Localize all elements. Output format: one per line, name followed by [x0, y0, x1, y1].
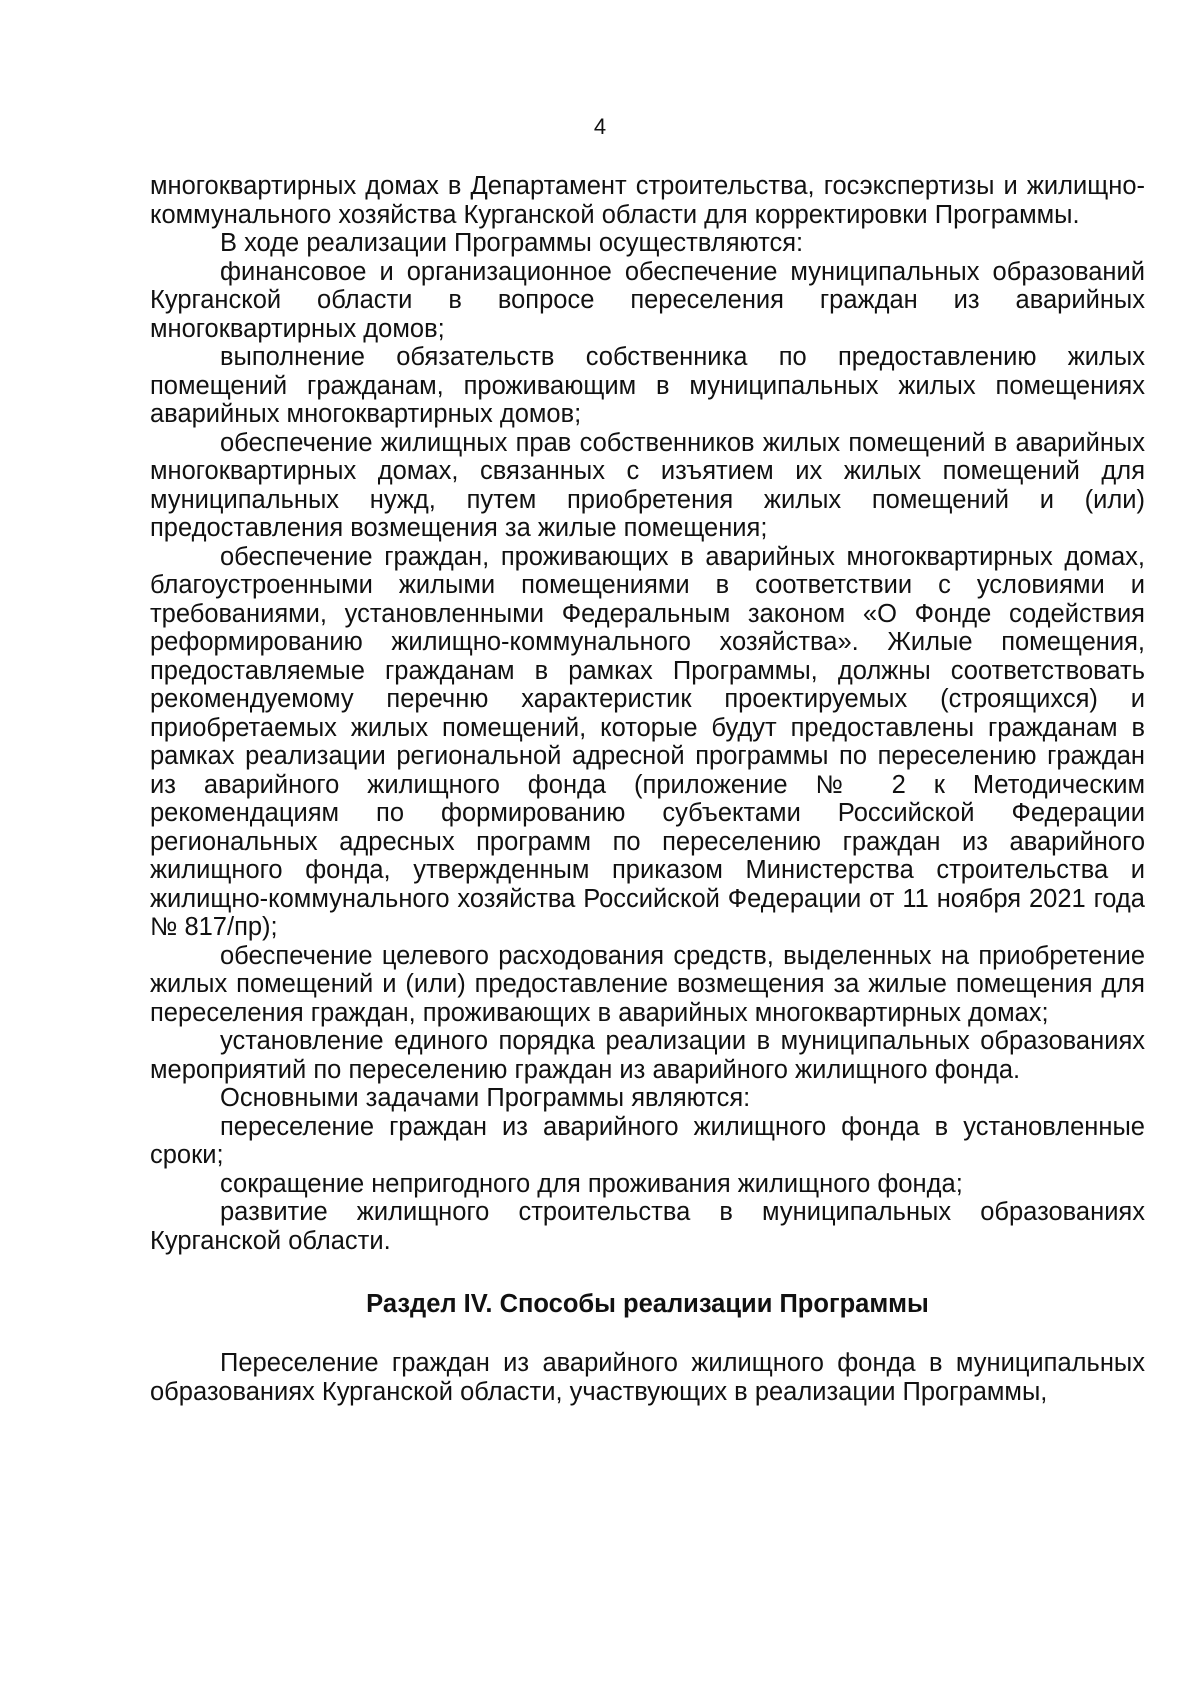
section-heading: Раздел IV. Способы реализации Программы	[366, 1290, 929, 1318]
body-paragraph: В ходе реализации Программы осуществляются:	[220, 229, 804, 257]
body-paragraph: Основными задачами Программы являются:	[220, 1084, 751, 1112]
body-paragraph: Переселение граждан из аварийного жилищного фонда в муниципальных образованиях Курганской области, участвующих в реализации Программы,	[150, 1349, 1145, 1406]
body-paragraph: обеспечение граждан, проживающих в аварийных многоквартирных домах, благоустроенными жилыми помещениями в соответствии с условиями и требованиями, установленными Федеральным законом «О Фонде содействия реформированию жилищно-коммунального хозяйства». Жилые помещения, предоставляемые гражданам в рамках Программы, должны соответствовать рекомендуемому перечню характеристик проектируемых (строящихся) и приобретаемых жилых помещений, которые будут предоставлены гражданам в рамках реализации региональной адресной программы по переселению граждан из аварийного жилищного фонда (приложение № 2 к Методическим рекомендациям по формированию субъектами Российской Федерации региональных адресных программ по переселению граждан из аварийного жилищного фонда, утвержденным приказом Министерства строительства и жилищно-коммунального хозяйства Российской Федерации от 11 ноября 2021 года № 817/пр);	[150, 542, 1145, 941]
document-body	[150, 172, 1145, 1406]
body-paragraph: сокращение непригодного для проживания жилищного фонда;	[220, 1169, 963, 1198]
body-paragraph: финансовое и организационное обеспечение муниципальных образований Курганской области в вопросе переселения граждан из аварийных многоквартирных домов;	[150, 257, 1145, 343]
paragraphs-before-section	[150, 172, 1145, 1255]
body-paragraph: установление единого порядка реализации в муниципальных образованиях мероприятий по переселению граждан из аварийного жилищного фонда.	[150, 1027, 1145, 1084]
paragraphs-after-section	[150, 1349, 1145, 1406]
body-paragraph: развитие жилищного строительства в муниципальных образованиях Курганской области.	[150, 1198, 1145, 1255]
body-paragraph: выполнение обязательств собственника по предоставлению жилых помещений гражданам, проживающим в муниципальных жилых помещениях аварийных многоквартирных домов;	[150, 343, 1145, 428]
body-paragraph: переселение граждан из аварийного жилищного фонда в установленные сроки;	[150, 1112, 1145, 1169]
body-paragraph: многоквартирных домах в Департамент строительства, госэкспертизы и жилищно-коммунального хозяйства Курганской области для корректировки Программы.	[150, 172, 1145, 229]
page-number: 4	[593, 114, 607, 139]
body-paragraph: обеспечение целевого расходования средств, выделенных на приобретение жилых помещений и (или) предоставление возмещения за жилые помещения для переселения граждан, проживающих в аварийных многоквартирных домах;	[150, 941, 1145, 1027]
body-paragraph: обеспечение жилищных прав собственников жилых помещений в аварийных многоквартирных домах, связанных с изъятием их жилых помещений для муниципальных нужд, путем приобретения жилых помещений и (или) предоставления возмещения за жилые помещения;	[150, 428, 1145, 542]
